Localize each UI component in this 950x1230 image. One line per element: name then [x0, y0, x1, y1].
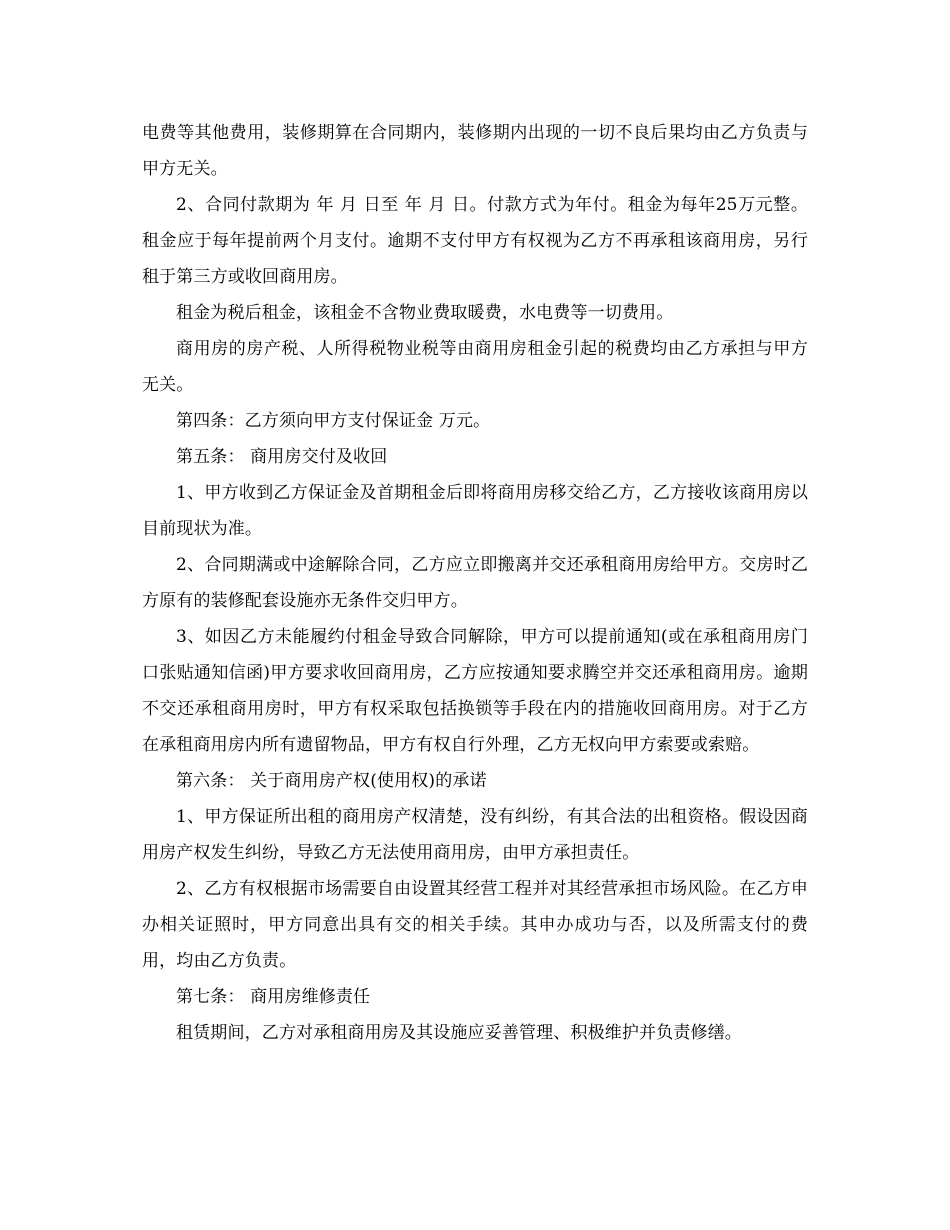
article-seven-heading: 第七条： 商用房维修责任	[176, 987, 371, 1007]
article-six-heading: 第六条： 关于商用房产权(使用权)的承诺	[176, 771, 487, 791]
document-body	[142, 115, 808, 1051]
paragraph-property-rights: 1、甲方保证所出租的商用房产权清楚，没有纠纷，有其合法的出租资格。假设因商用房产权发生纠纷，导致乙方无法使用商用房，由甲方承担责任。	[142, 807, 808, 863]
paragraph-rent-after-tax: 租金为税后租金，该租金不含物业费取暖费，水电费等一切费用。	[176, 303, 674, 323]
paragraph-fees-continuation: 电费等其他费用，装修期算在合同期内，装修期内出现的一切不良后果均由乙方负责与甲方无关。	[142, 123, 808, 179]
paragraph-payment-period: 2、合同付款期为 年 月 日至 年 月 日。付款方式为年付。租金为每年25万元整。租金应于每年提前两个月支付。逾期不支付甲方有权视为乙方不再承租该商用房，另行租于第三方或收回商用房。	[142, 195, 808, 287]
paragraph-taxes: 商用房的房产税、人所得税物业税等由商用房租金引起的税费均由乙方承担与甲方无关。	[142, 339, 808, 395]
paragraph-termination: 3、如因乙方未能履约付租金导致合同解除，甲方可以提前通知(或在承租商用房门口张贴通知信函)甲方要求收回商用房，乙方应按通知要求腾空并交还承租商用房。逾期不交还承租商用房时，甲方有权采取包括换锁等手段在内的措施收回商用房。对于乙方在承租商用房内所有遗留物品，甲方有权自行外理，乙方无权向甲方索要或索赔。	[142, 627, 808, 755]
article-five-heading: 第五条： 商用房交付及收回	[176, 447, 388, 467]
article-four-heading: 第四条：乙方须向甲方支付保证金 万元。	[176, 411, 491, 431]
paragraph-contract-end: 2、合同期满或中途解除合同，乙方应立即搬离并交还承租商用房给甲方。交房时乙方原有的装修配套设施亦无条件交归甲方。	[142, 555, 808, 611]
paragraph-maintenance: 租赁期间，乙方对承租商用房及其设施应妥善管理、积极维护并负责修缮。	[176, 1023, 742, 1043]
paragraph-handover: 1、甲方收到乙方保证金及首期租金后即将商用房移交给乙方，乙方接收该商用房以目前现状为准。	[142, 483, 808, 539]
paragraph-business-rights: 2、乙方有权根据市场需要自由设置其经营工程并对其经营承担市场风险。在乙方申办相关证照时，甲方同意出具有交的相关手续。其申办成功与否，以及所需支付的费用，均由乙方负责。	[142, 879, 808, 971]
